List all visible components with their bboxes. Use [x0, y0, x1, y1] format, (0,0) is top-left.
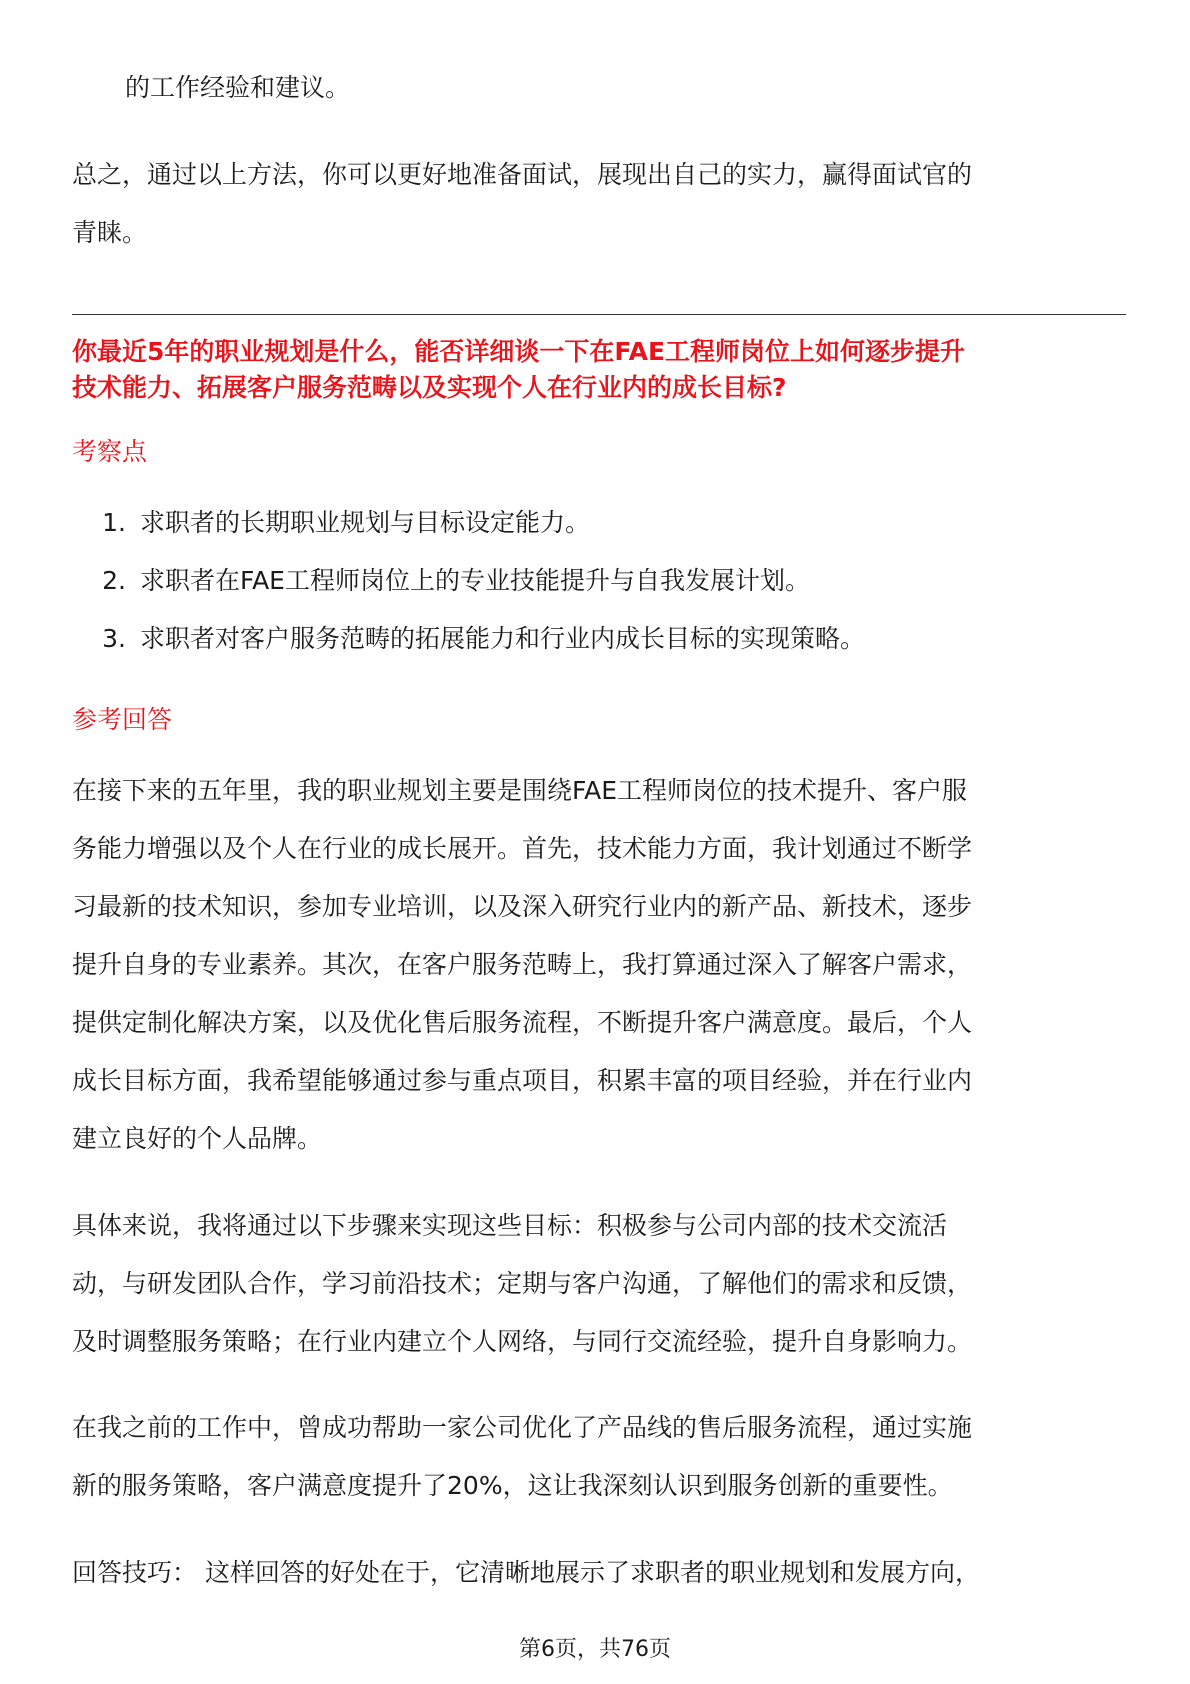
focus-list	[72, 494, 865, 668]
line: 习最新的技术知识，参加专业培训，以及深入研究行业内的新产品、新技术，逐步	[72, 892, 973, 921]
divider	[72, 314, 1126, 315]
list-text: 求职者在FAE工程师岗位上的专业技能提升与自我发展计划。	[140, 566, 810, 595]
line: 回答技巧： 这样回答的好处在于，它清晰地展示了求职者的职业规划和发展方向，	[72, 1558, 980, 1587]
list-number: 2.	[102, 566, 126, 595]
list-item	[72, 610, 865, 668]
focus-title: 考察点	[72, 437, 148, 466]
line: 具体来说，我将通过以下步骤来实现这些目标：积极参与公司内部的技术交流活	[72, 1211, 948, 1240]
list-item	[72, 494, 865, 552]
line: 在接下来的五年里，我的职业规划主要是围绕FAE工程师岗位的技术提升、客户服	[72, 776, 967, 805]
line: 技术能力、拓展客户服务范畴以及实现个人在行业内的成长目标?	[72, 373, 787, 402]
line: 总之，通过以上方法，你可以更好地准备面试，展现出自己的实力，赢得面试官的	[72, 160, 973, 189]
line: 你最近5年的职业规划是什么，能否详细谈一下在FAE工程师岗位上如何逐步提升	[72, 337, 966, 366]
answer-paragraph-2	[72, 1197, 1122, 1371]
list-item	[72, 552, 865, 610]
line: 动，与研发团队合作，学习前沿技术；定期与客户沟通，了解他们的需求和反馈，	[72, 1269, 973, 1298]
list-number: 3.	[102, 624, 126, 653]
list-number: 1.	[102, 508, 126, 537]
answer-title: 参考回答	[72, 705, 173, 734]
summary-paragraph	[72, 146, 1122, 262]
line: 提升自身的专业素养。其次，在客户服务范畴上，我打算通过深入了解客户需求，	[72, 950, 973, 979]
line: 务能力增强以及个人在行业的成长展开。首先，技术能力方面，我计划通过不断学	[72, 834, 973, 863]
line: 在我之前的工作中，曾成功帮助一家公司优化了产品线的售后服务流程，通过实施	[72, 1413, 973, 1442]
list-text: 求职者对客户服务范畴的拓展能力和行业内成长目标的实现策略。	[140, 624, 866, 653]
page-number: 第6页，共76页	[519, 1637, 671, 1662]
line: 建立良好的个人品牌。	[72, 1124, 323, 1153]
line: 新的服务策略，客户满意度提升了20%，这让我深刻认识到服务创新的重要性。	[72, 1471, 953, 1500]
answer-paragraph-3	[72, 1399, 1122, 1515]
line: 成长目标方面，我希望能够通过参与重点项目，积累丰富的项目经验，并在行业内	[72, 1066, 973, 1095]
question-heading	[72, 334, 1132, 406]
line: 青睐。	[72, 218, 148, 247]
list-text: 求职者的长期职业规划与目标设定能力。	[140, 508, 591, 537]
answer-tips	[72, 1544, 1122, 1602]
line: 及时调整服务策略；在行业内建立个人网络，与同行交流经验，提升自身影响力。	[72, 1327, 973, 1356]
top-text: 的工作经验和建议。	[125, 73, 351, 102]
answer-paragraph-1	[72, 762, 1122, 1168]
line: 提供定制化解决方案，以及优化售后服务流程，不断提升客户满意度。最后，个人	[72, 1008, 973, 1037]
